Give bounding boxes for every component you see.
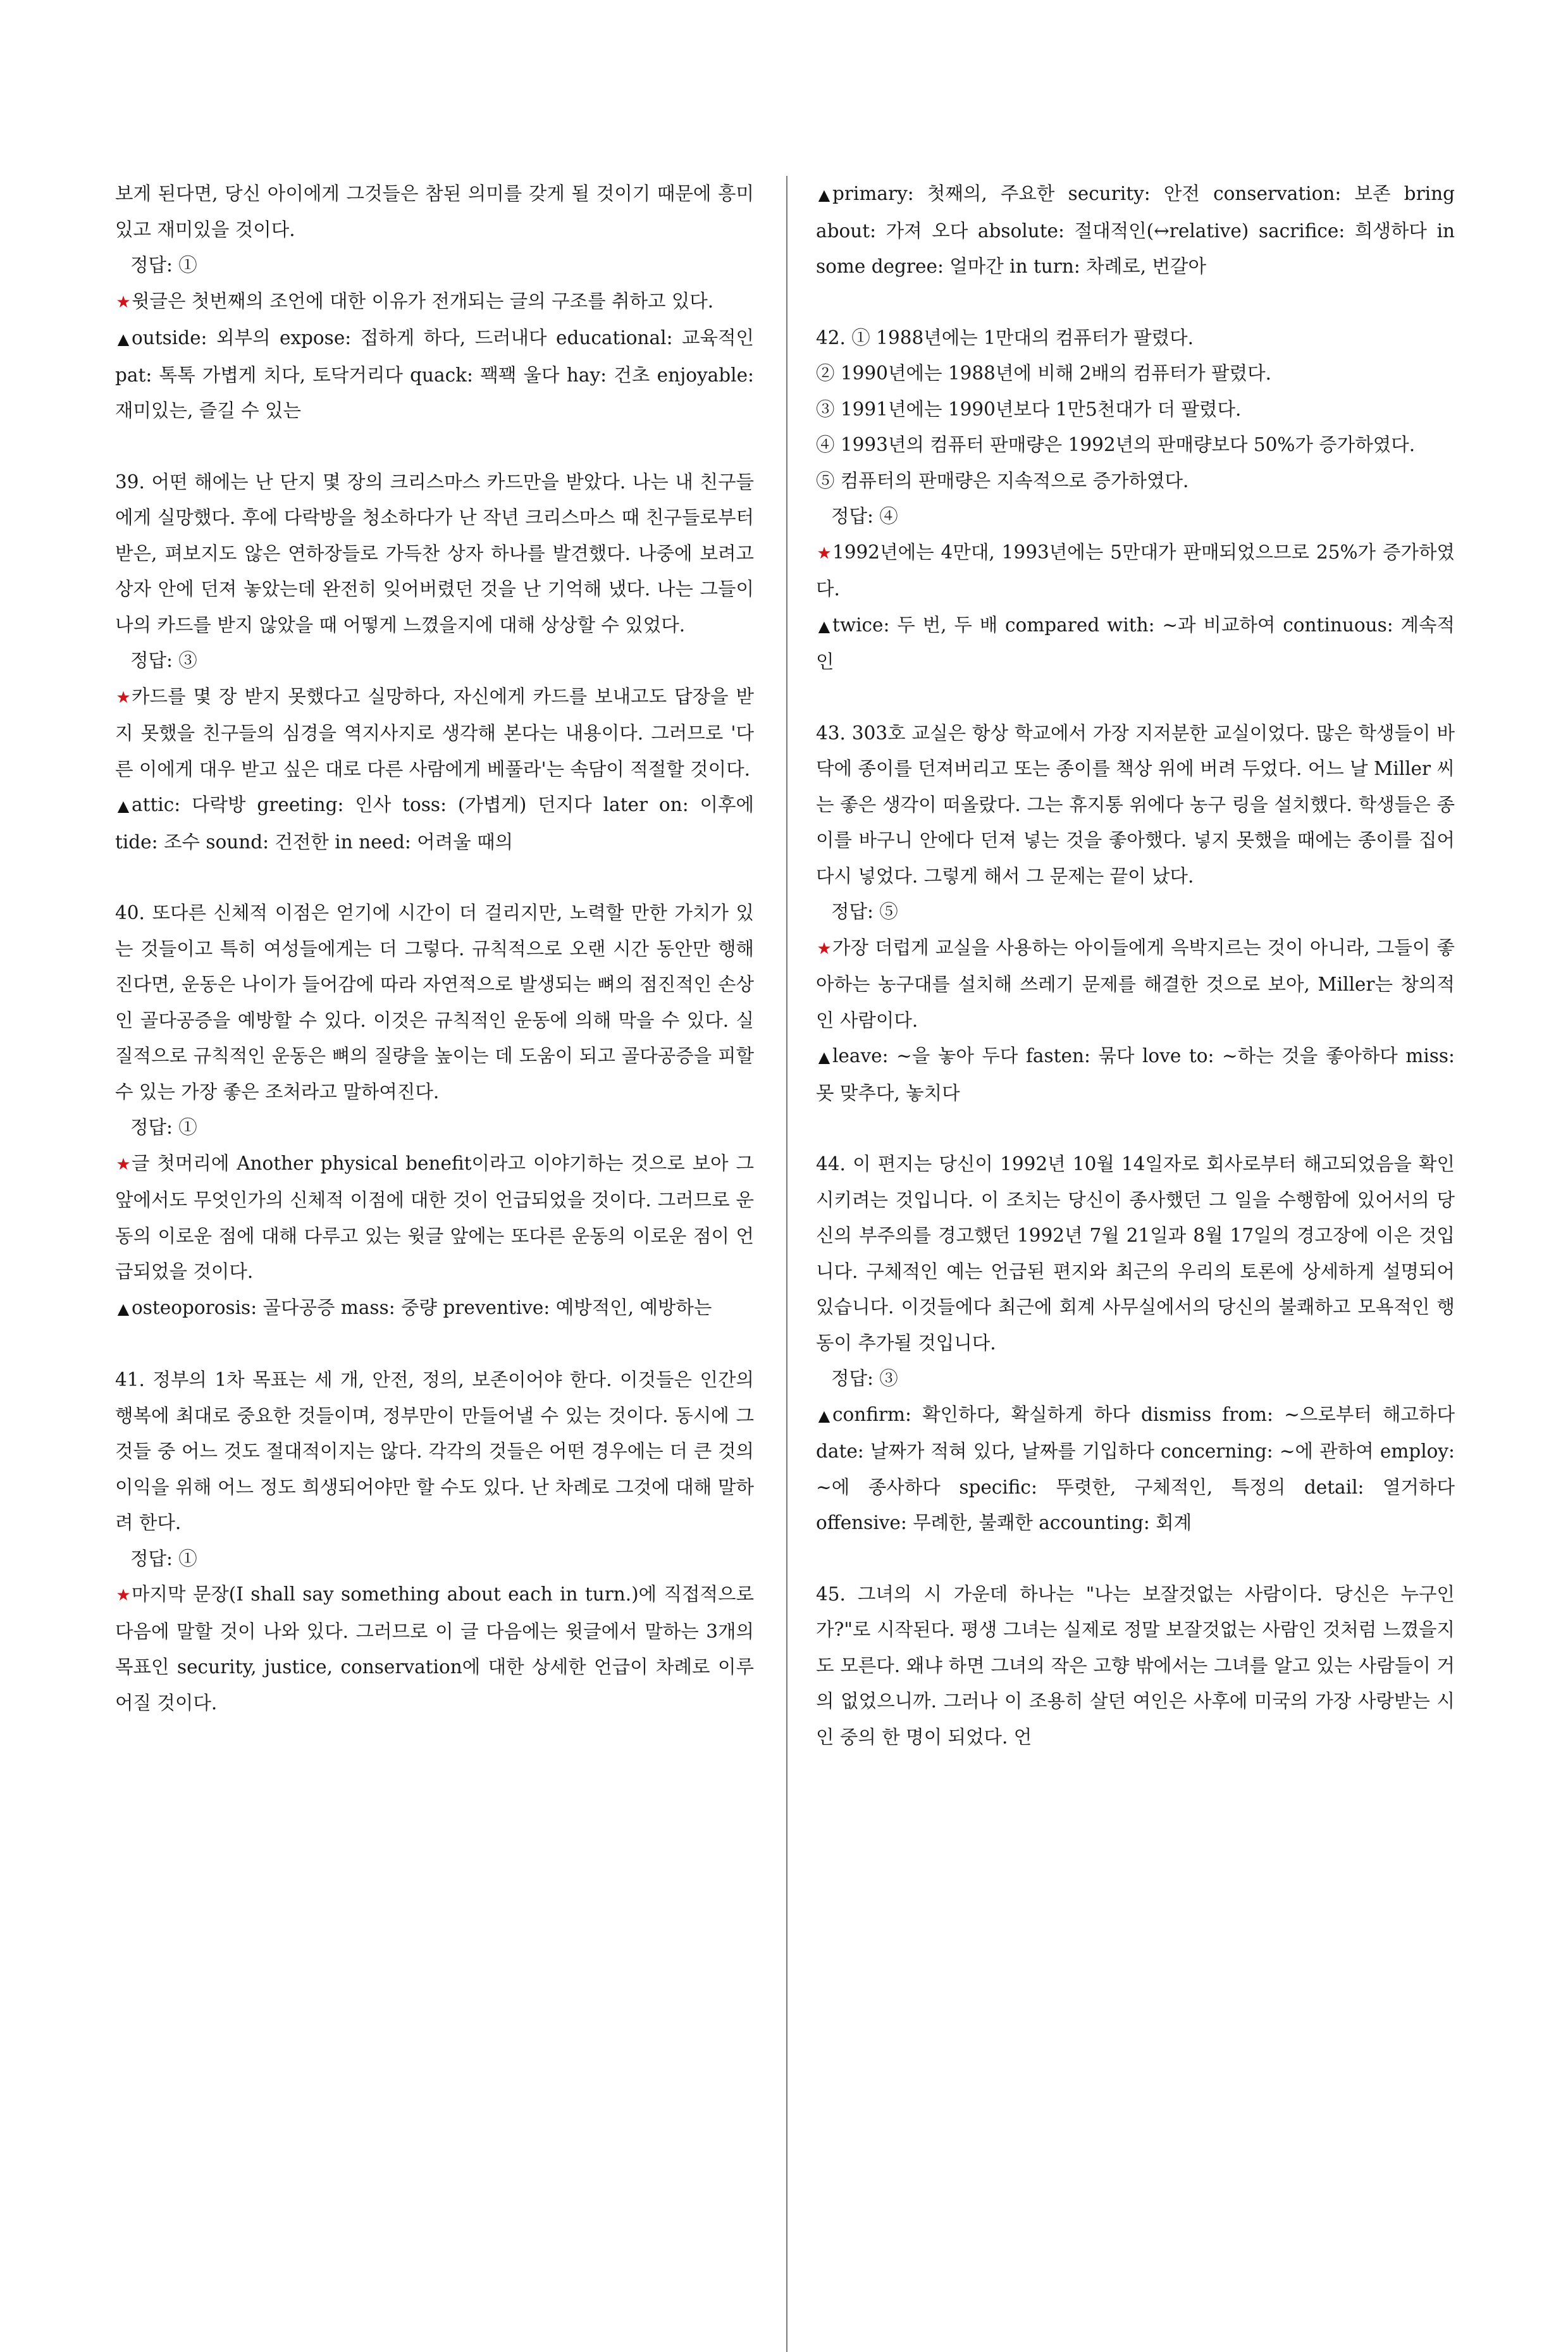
q43-hint xyxy=(816,930,1455,1039)
q38-passage-continued: 보게 된다면, 당신 아이에게 그것들은 참된 의미를 갖게 될 것이기 때문에 흥미 있고 재미있을 것이다. xyxy=(115,183,754,240)
q39-hint xyxy=(115,679,754,788)
lightbulb-icon: ★ xyxy=(116,688,131,707)
q42-vocab xyxy=(816,607,1455,680)
q39-vocab-text: attic: 다락방 greeting: 인사 toss: (가볍게) 던지다 later on: 이후에 tide: 조수 sound: 건전한 in need: 어려울 때의 xyxy=(115,794,754,853)
q38-hint-text: 윗글은 첫번째의 조언에 대한 이유가 전개되는 글의 구조를 취하고 있다. xyxy=(132,290,714,312)
q42-options xyxy=(816,320,1455,499)
q42-answer: 정답: ④ xyxy=(831,505,898,527)
q42-option: ④ 1993년의 컴퓨터 판매량은 1992년의 판매량보다 50%가 증가하였다. xyxy=(816,434,1416,455)
q43-hint-text: 가장 더럽게 교실을 사용하는 아이들에게 윽박지르는 것이 아니라, 그들이 좋아하는 농구대를 설치해 쓰레기 문제를 해결한 것으로 보아, Miller는 창의적인 사람이다. xyxy=(816,936,1455,1031)
q44-passage: 44. 이 편지는 당신이 1992년 10월 14일자로 회사로부터 해고되었음을 확인시키려는 것입니다. 이 조치는 당신이 종사했던 그 일을 수행함에 있어서의 당신의 부주의를 경고했던 1992년 7월 21일과 8월 17일의 경고장에 이은 것입니다. 구체적인 예는 언급된 편지와 최근의 우리의 토론에 상세하게 설명되어 있습니다. 이것들에다 최근에 회계 사무실에서의 당신의 불쾌하고 모욕적인 행동이 추가될 것입니다. xyxy=(816,1153,1455,1354)
q41-vocab-text: primary: 첫째의, 주요한 security: 안전 conservation: 보존 bring about: 가져 오다 absolute: 절대적인(↔relative) sacrifice: 희생하다 in some degree: 얼마간 in turn: 차례로, 번갈아 xyxy=(816,183,1455,277)
q38-answer: 정답: ① xyxy=(130,254,197,276)
q40-hint-text: 글 첫머리에 Another physical benefit이라고 이야기하는 것으로 보아 그 앞에서도 무엇인가의 신체적 이점에 대한 것이 언급되었을 것이다. 그러므로 운동의 이로운 점에 대해 다루고 있는 윗글 앞에는 또다른 운동의 이로운 점이 언급되었을 것이다. xyxy=(115,1152,754,1282)
triangle-dots-icon: ▲ xyxy=(117,330,130,348)
q42-option: ③ 1991년에는 1990년보다 1만5천대가 더 팔렸다. xyxy=(816,398,1242,420)
column-divider xyxy=(786,176,787,2352)
q40-answer: 정답: ① xyxy=(130,1117,197,1138)
lightbulb-icon: ★ xyxy=(817,939,832,958)
q41-vocab xyxy=(816,176,1455,285)
q39-hint-text: 카드를 몇 장 받지 못했다고 실망하다, 자신에게 카드를 보내고도 답장을 받지 못했을 친구들의 심경을 역지사지로 생각해 본다는 내용이다. 그러므로 '다른 이에게 대우 받고 싶은 대로 다른 사람에게 베풀라'는 속담이 적절할 것이다. xyxy=(115,685,754,780)
q42-option: 42. ① 1988년에는 1만대의 컴퓨터가 팔렸다. xyxy=(816,326,1194,349)
q42-option: ⑤ 컴퓨터의 판매량은 지속적으로 증가하였다. xyxy=(816,469,1189,492)
q43-passage: 43. 303호 교실은 항상 학교에서 가장 지저분한 교실이었다. 많은 학생들이 바닥에 종이를 던져버리고 또는 종이를 책상 위에 버려 두었다. 어느 날 Miller 씨는 좋은 생각이 떠올랐다. 그는 휴지통 위에다 농구 링을 설치했다. 학생들은 종이를 바구니 안에다 던져 넣는 것을 좋아했다. 넣지 못했을 때에는 종이를 집어 다시 넣었다. 그렇게 해서 그 문제는 끝이 났다. xyxy=(816,722,1455,887)
q38-hint xyxy=(115,283,754,321)
q43-answer: 정답: ⑤ xyxy=(831,901,898,922)
q44-vocab xyxy=(816,1397,1455,1541)
q39-vocab xyxy=(115,787,754,860)
q42-hint xyxy=(816,535,1455,607)
triangle-dots-icon: ▲ xyxy=(818,1406,830,1425)
q42-option: ② 1990년에는 1988년에 비해 2배의 컴퓨터가 팔렸다. xyxy=(816,362,1272,384)
q38-vocab xyxy=(115,320,754,429)
triangle-dots-icon: ▲ xyxy=(117,797,130,815)
q43-vocab-text: leave: ~을 놓아 두다 fasten: 묶다 love to: ~하는 것을 좋아하다 miss: 못 맞추다, 놓치다 xyxy=(816,1045,1455,1104)
q41-answer: 정답: ① xyxy=(130,1547,197,1569)
q45-passage: 45. 그녀의 시 가운데 하나는 "나는 보잘것없는 사람이다. 당신은 누구인가?"로 시작된다. 평생 그녀는 실제로 정말 보잘것없는 사람인 것처럼 느꼈을지도 모른다. 왜냐 하면 그녀의 작은 고향 밖에서는 그녀를 알고 있는 사람들이 거의 없었으니까. 그러나 이 조용히 살던 여인은 사후에 미국의 가장 사랑받는 시인 중의 한 명이 되었다. 언 xyxy=(816,1583,1455,1748)
q40-hint xyxy=(115,1146,754,1290)
lightbulb-icon: ★ xyxy=(116,1586,131,1605)
q42-hint-text: 1992년에는 4만대, 1993년에는 5만대가 판매되었으므로 25%가 증가하였다. xyxy=(816,541,1455,600)
lightbulb-icon: ★ xyxy=(817,543,832,563)
q41-hint-text: 마지막 문장(I shall say something about each in turn.)에 직접적으로 다음에 말할 것이 나와 있다. 그러므로 이 글 다음에는 윗글에서 말하는 3개의 목표인 security, justice, conservation에 대한 상세한 언급이 차례로 이루어질 것이다. xyxy=(115,1583,754,1714)
q39-passage: 39. 어떤 해에는 난 단지 몇 장의 크리스마스 카드만을 받았다. 나는 내 친구들에게 실망했다. 후에 다락방을 청소하다가 난 작년 크리스마스 때 친구들로부터 받은, 펴보지도 않은 연하장들로 가득찬 상자 하나를 발견했다. 나중에 보려고 상자 안에 던져 놓았는데 완전히 잊어버렸던 것을 난 기억해 냈다. 나는 그들이 나의 카드를 받지 않았을 때 어떻게 느꼈을지에 대해 상상할 수 있었다. xyxy=(115,471,754,636)
q43-vocab xyxy=(816,1038,1455,1111)
left-column xyxy=(115,176,754,1721)
q41-passage: 41. 정부의 1차 목표는 세 개, 안전, 정의, 보존이어야 한다. 이것들은 인간의 행복에 최대로 중요한 것들이며, 정부만이 만들어낼 수 있는 것이다. 동시에 그것들 중 어느 것도 절대적이지는 않다. 각각의 것들은 어떤 경우에는 더 큰 것의 이익을 위해 어느 정도 희생되어야만 할 수도 있다. 난 차례로 그것에 대해 말하려 한다. xyxy=(115,1369,754,1533)
lightbulb-icon: ★ xyxy=(116,292,131,312)
triangle-dots-icon: ▲ xyxy=(818,186,830,204)
triangle-dots-icon: ▲ xyxy=(818,617,830,635)
q44-vocab-text: confirm: 확인하다, 확실하게 하다 dismiss from: ~으로부터 해고하다 date: 날짜가 적혀 있다, 날짜를 기입하다 concerning: ~에 관하여 employ: ~에 종사하다 specific: 뚜렷한, 구체적인, 특정의 detail: 열거하다 offensive: 무례한, 불쾌한 accounting: 회계 xyxy=(816,1403,1455,1533)
q40-passage: 40. 또다른 신체적 이점은 얻기에 시간이 더 걸리지만, 노력할 만한 가치가 있는 것들이고 특히 여성들에게는 더 그렇다. 규칙적으로 오랜 시간 동안만 행해진다면, 운동은 나이가 들어감에 따라 자연적으로 발생되는 뼈의 점진적인 손상인 골다공증을 예방할 수 있다. 이것은 규칙적인 운동에 의해 막을 수 있다. 실질적으로 규칙적인 운동은 뼈의 질량을 높이는 데 도움이 되고 골다공증을 피할 수 있는 가장 좋은 조처라고 말하여진다. xyxy=(115,902,754,1103)
triangle-dots-icon: ▲ xyxy=(117,1299,130,1318)
q42-vocab-text: twice: 두 번, 두 배 compared with: ~과 비교하여 continuous: 계속적인 xyxy=(816,614,1455,672)
q44-answer: 정답: ③ xyxy=(831,1368,898,1389)
q41-hint xyxy=(115,1576,754,1721)
q40-vocab-text: osteoporosis: 골다공증 mass: 중량 preventive: 예방적인, 예방하는 xyxy=(132,1296,712,1318)
triangle-dots-icon: ▲ xyxy=(818,1048,830,1066)
q39-answer: 정답: ③ xyxy=(130,650,197,671)
q40-vocab xyxy=(115,1290,754,1327)
right-column xyxy=(816,176,1455,1755)
lightbulb-icon: ★ xyxy=(116,1154,131,1174)
q38-vocab-text: outside: 외부의 expose: 접하게 하다, 드러내다 educational: 교육적인 pat: 톡톡 가볍게 치다, 토닥거리다 quack: 꽥꽥 울다 hay: 건초 enjoyable: 재미있는, 즐길 수 있는 xyxy=(115,327,754,421)
